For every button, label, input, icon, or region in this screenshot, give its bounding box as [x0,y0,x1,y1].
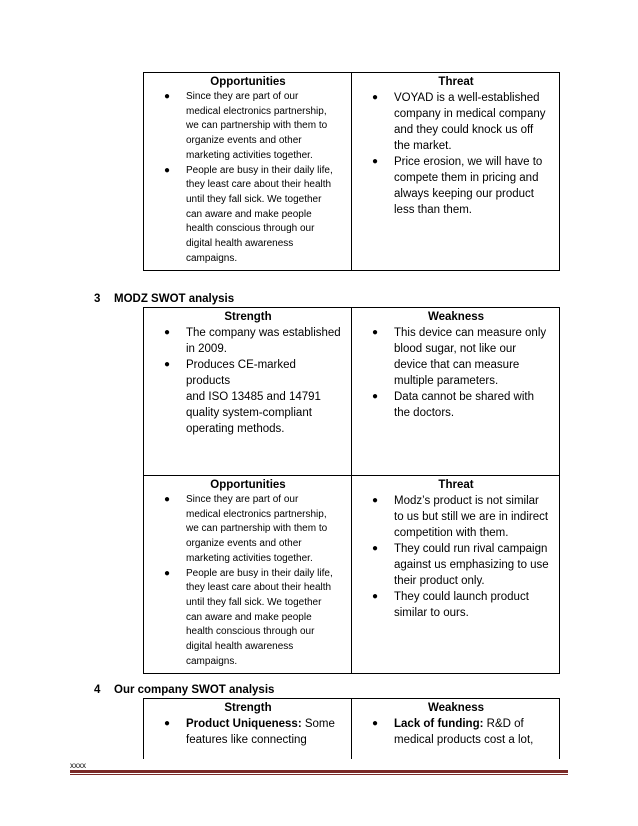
list-item [361,90,551,154]
strength-text-continued: features like connecting [186,734,307,746]
list-item-line: organize events and other [186,135,302,147]
list-item-line: Since they are part of our [186,91,299,102]
list-item-line: quality system-compliant [186,407,312,419]
opportunities-cell [144,73,352,271]
list-item-line: until they fall sick. We together [186,596,322,608]
modz-swot-table [143,307,560,674]
list-item-line: Data cannot be shared with [394,391,535,403]
list-item-line: operating methods. [186,423,285,435]
list-item-line: People are busy in their daily life, [186,567,333,579]
list-item-line: digital health awareness [186,641,294,653]
list-item [361,589,551,621]
opportunities-title: Opportunities [210,76,286,88]
bullet-icon: ● [164,718,171,729]
list-item [361,493,551,541]
list-item-line: campaigns. [186,252,238,264]
list-item [361,389,551,421]
section-heading-modz [94,292,234,307]
list-item [153,357,343,437]
strength-cell [144,699,352,760]
weakness-text: R&D of [483,718,524,730]
list-item-line: company in medical company [394,108,546,120]
list-item [361,541,551,589]
bullet-icon: ● [372,718,379,729]
weakness-cell [352,699,560,760]
list-item [153,493,343,567]
list-item-line: The company was established [186,327,341,339]
list-item-line: until they fall sick. We together [186,193,322,205]
list-item-line: the market. [394,140,452,152]
list-item-line: to us but still we are in indirect [394,511,549,523]
threat-list [361,90,551,218]
footer-rule-thin [70,774,568,775]
opportunities-title: Opportunities [210,479,286,491]
threat-title: Threat [438,76,474,88]
list-item-line: medical electronics partnership, [186,508,327,520]
bullet-icon: ● [164,359,171,370]
list-item-line: They could launch product [394,591,529,603]
strength-list [153,325,343,437]
section-heading-our-company [94,683,274,698]
list-item [361,154,551,218]
list-item-line: and ISO 13485 and 14791 [186,391,321,403]
bullet-icon: ● [372,391,379,402]
list-item-line: similar to ours. [394,607,469,619]
list-item-line: organize events and other [186,538,302,550]
bullet-icon: ● [372,92,379,103]
bullet-icon: ● [164,567,171,579]
threat-list [361,493,551,621]
opportunities-list [153,493,343,669]
opportunities-cell [144,476,352,674]
threat-cell [352,476,560,674]
list-item-line: VOYAD is a well-established [394,92,540,104]
list-item-line: their product only. [394,575,485,587]
list-item-line: in 2009. [186,343,227,355]
weakness-cell [352,308,560,476]
swot-table-continued [143,72,560,271]
threat-cell [352,73,560,271]
list-item-line: compete them in pricing and [394,172,539,184]
bullet-icon: ● [372,543,379,554]
list-item-line: we can partnership with them to [186,523,328,535]
weakness-lead: Lack of funding: [394,718,484,730]
list-item-line: device that can measure [394,359,520,371]
list-item [153,164,343,267]
list-item-line: competition with them. [394,527,509,539]
list-item-line: digital health awareness [186,238,294,250]
list-item-line: and they could knock us off [394,124,534,136]
strength-lead: Product Uniqueness: [186,718,302,730]
bullet-icon: ● [372,327,379,338]
footer-text: xxxx [70,761,86,770]
list-item-line: marketing activities together. [186,149,313,161]
list-item-line: can aware and make people [186,208,312,220]
list-item-line: campaigns. [186,655,238,667]
section-title: MODZ SWOT analysis [114,293,235,305]
list-item-line: the doctors. [394,407,455,419]
bullet-icon: ● [164,91,171,102]
list-item-line: they least care about their health [186,582,332,594]
list-item [153,567,343,670]
list-item-line: This device can measure only [394,327,547,339]
list-item-line: health conscious through our [186,223,315,235]
list-item-line: medical electronics partnership, [186,105,327,117]
bullet-icon: ● [372,156,379,167]
strength-title: Strength [224,311,272,323]
list-item-line: blood sugar, not like our [394,343,517,355]
bullet-icon: ● [164,327,171,338]
list-item-line: less than them. [394,204,472,216]
footer-rule [70,770,568,773]
weakness-list [361,716,551,748]
list-item-line: People are busy in their daily life, [186,164,333,176]
list-item-line: multiple parameters. [394,375,499,387]
section-title: Our company SWOT analysis [114,684,275,696]
weakness-title: Weakness [427,311,485,323]
list-item-line: Modz’s product is not similar [394,495,539,507]
strength-cell [144,308,352,476]
strength-title: Strength [224,702,272,714]
section-number: 4 [94,684,101,696]
list-item-line: marketing activities together. [186,552,313,564]
list-item-line: against us emphasizing to use [394,559,549,571]
weakness-text-continued: medical products cost a lot, [394,734,534,746]
list-item-line: Produces CE-marked products [186,359,296,387]
strength-list [153,716,343,748]
list-item [153,325,343,357]
strength-text: Some [301,718,335,730]
our-company-swot-table [143,698,560,759]
bullet-icon: ● [372,495,379,506]
list-item [361,325,551,389]
opportunities-list [153,90,343,266]
list-item-line: Price erosion, we will have to [394,156,543,168]
bullet-icon: ● [372,591,379,602]
threat-title: Threat [438,479,474,491]
bullet-icon: ● [164,164,171,176]
bullet-icon: ● [164,494,171,505]
list-item-line: always keeping our product [394,188,534,200]
list-item-line: can aware and make people [186,611,312,623]
list-item-line: health conscious through our [186,626,315,638]
section-number: 3 [94,293,101,305]
weakness-list [361,325,551,421]
list-item [153,90,343,164]
list-item [361,716,551,748]
list-item-line: They could run rival campaign [394,543,548,555]
weakness-title: Weakness [427,702,485,714]
list-item-line: we can partnership with them to [186,120,328,132]
list-item [153,716,343,748]
list-item-line: they least care about their health [186,179,332,191]
list-item-line: Since they are part of our [186,494,299,505]
